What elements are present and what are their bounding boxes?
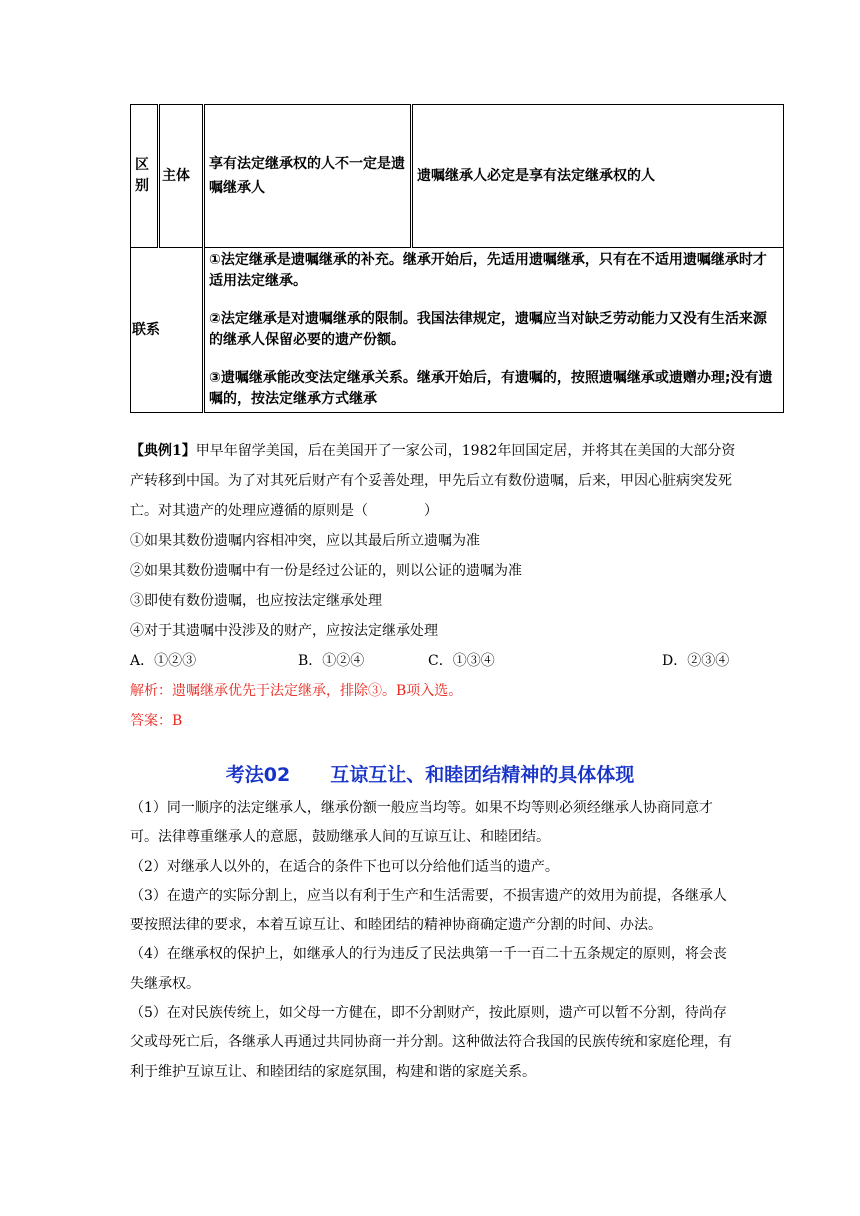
statement-4: ④对于其遗嘱中没涉及的财产，应按法定继承处理 <box>130 623 438 639</box>
section-paragraph-4: （4）在继承权的保护上，如继承人的行为违反了民法典第一千一百二十五条规定的原则，将会丧失继承权。 <box>130 946 727 992</box>
option-d[interactable]: D．②③④ <box>662 653 730 669</box>
cell-relations <box>204 248 784 413</box>
cell-zhu-ti: 主体 <box>159 105 204 248</box>
cell-legal-heir: 享有法定继承权的人不一定是遗嘱继承人 <box>204 105 412 248</box>
section-title: 互谅互让、和睦团结精神的具体体现 <box>330 764 635 786</box>
statement-2: ②如果其数份遗嘱中有一份是经过公证的，则以公证的遗嘱为准 <box>130 563 522 579</box>
section-body <box>130 794 740 1087</box>
table-row-difference <box>131 105 784 248</box>
answer-text: 答案：B <box>130 713 183 729</box>
section-paragraph-2: （2）对继承人以外的，在适合的条件下也可以分给他们适当的遗产。 <box>130 858 559 875</box>
example-question: 【典例1】甲早年留学美国，后在美国开了一家公司，1982年回国定居，并将其在美国的大部分资产转移到中国。为了对其死后财产有个妥善处理，甲先后立有数份遗嘱，后来，甲因心脏病突发死亡。对其遗产的处理应遵循的原则是（ ） <box>130 443 736 519</box>
section-paragraph-3: （3）在遗产的实际分割上，应当以有利于生产和生活需要，不损害遗产的效用为前提，各继承人要按照法律的要求，本着互谅互让、和睦团结的精神协商确定遗产分割的时间、办法。 <box>130 887 727 934</box>
example-block <box>130 436 740 736</box>
section-heading <box>0 760 860 787</box>
option-b[interactable]: B．①②④ <box>298 653 365 669</box>
cell-qu-bie: 区别 <box>131 105 159 248</box>
relation-3: ③遗嘱继承能改变法定继承关系。继承开始后，有遗嘱的，按照遗嘱继承或遗赠办理;没有遗嘱的，按法定继承方式继承 <box>209 370 773 407</box>
statement-3: ③即使有数份遗嘱，也应按法定继承处理 <box>130 593 382 609</box>
example-tag: 【典例1】 <box>130 443 196 459</box>
table-row-relation <box>131 248 784 413</box>
section-paragraph-5: （5）在对民族传统上，如父母一方健在，即不分割财产，按此原则，遗产可以暂不分割，待尚存父或母死亡后，各继承人再通过共同协商一并分割。这种做法符合我国的民族传统和家庭伦理，有利于维护互谅互让、和睦团结的家庭氛围，构建和谐的家庭关系。 <box>130 1005 732 1080</box>
option-a[interactable]: A．①②③ <box>130 653 197 669</box>
statement-1: ①如果其数份遗嘱内容相冲突，应以其最后所立遗嘱为准 <box>130 533 480 549</box>
relation-2: ②法定继承是对遗嘱继承的限制。我国法律规定，遗嘱应当对缺乏劳动能力又没有生活来源的继承人保留必要的遗产份额。 <box>209 311 767 348</box>
section-number: 考法02 <box>225 764 291 786</box>
option-c[interactable]: C．①③④ <box>428 653 495 669</box>
cell-lian-xi: 联系 <box>131 248 204 413</box>
options-row <box>130 646 740 676</box>
comparison-table <box>130 104 784 413</box>
section-paragraph-1: （1）同一顺序的法定继承人，继承份额一般应当均等。如果不均等则必须经继承人协商同意才可。法律尊重继承人的意愿，鼓励继承人间的互谅互让、和睦团结。 <box>130 800 713 846</box>
analysis-text: 解析：遗嘱继承优先于法定继承，排除③。B项入选。 <box>130 683 463 699</box>
relation-1: ①法定继承是遗嘱继承的补充。继承开始后，先适用遗嘱继承，只有在不适用遗嘱继承时才适用法定继承。 <box>209 252 767 289</box>
cell-will-heir: 遗嘱继承人必定是享有法定继承权的人 <box>412 105 784 248</box>
